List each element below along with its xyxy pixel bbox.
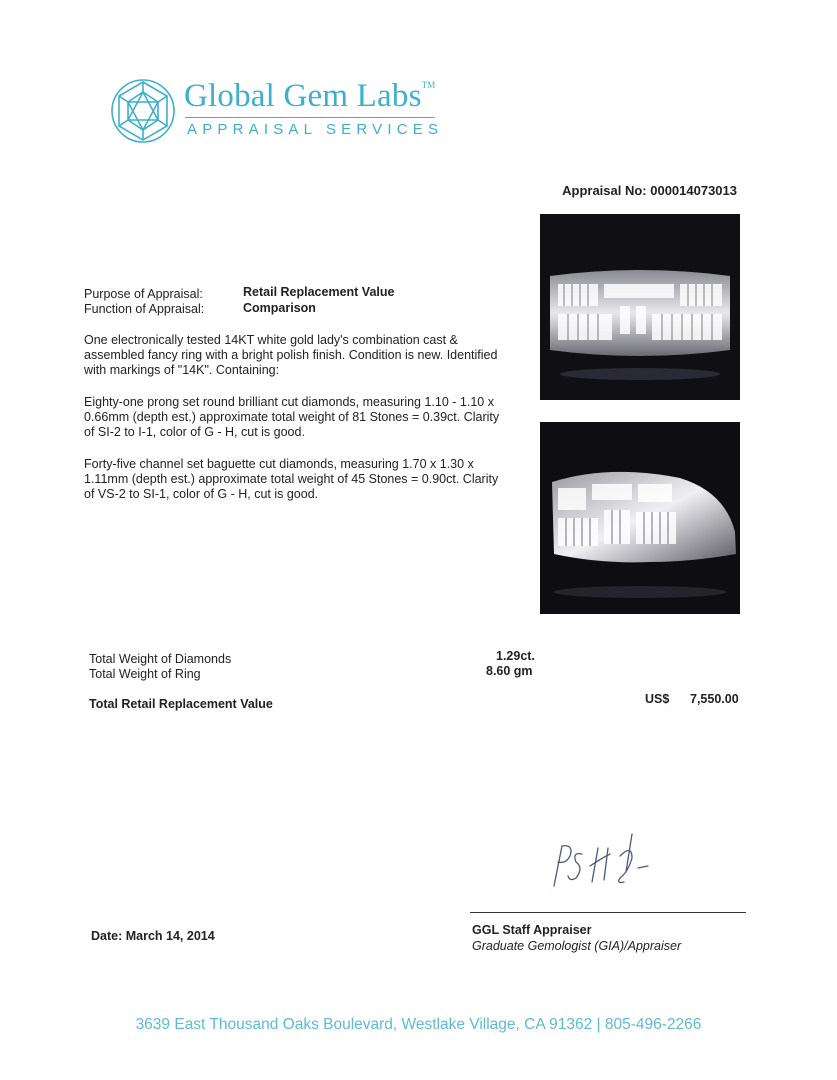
trademark-mark: TM [421, 80, 436, 90]
footer-address: 3639 East Thousand Oaks Boulevard, Westlake Village, CA 91362 | 805-496-2266 [135, 1016, 702, 1033]
appraiser-signature [540, 828, 660, 898]
ring-photo-top [540, 214, 740, 400]
function-label: Function of Appraisal: [84, 302, 205, 316]
appraiser-title: GGL Staff Appraiser [472, 923, 592, 937]
logo-subtitle: APPRAISAL SERVICES [187, 121, 444, 138]
appraiser-credentials: Graduate Gemologist (GIA)/Appraiser [472, 939, 682, 953]
logo-divider [185, 117, 435, 118]
round-diamonds-description: Eighty-one prong set round brilliant cut diamonds, measuring 1.10 - 1.10 x 0.66mm (depth est.) approximate total weight of 81 Stones = 0.39ct. Clarity of SI-2 to I-1, color of G - H, cut is good. [84, 395, 500, 439]
baguette-diamonds-description: Forty-five channel set baguette cut diamonds, measuring 1.70 x 1.30 x 1.11mm (depth est.) approximate total weight of 45 Stones = 0.90ct. Clarity of VS-2 to SI-1, color of G - H, cut is good. [84, 457, 499, 501]
appraisal-date: Date: March 14, 2014 [91, 929, 215, 943]
item-description: One electronically tested 14KT white gold lady's combination cast & assembled fancy ring with a bright polish finish. Condition is new. Identified with markings of "14K". Containing: [84, 333, 498, 377]
appraisal-number: Appraisal No: 000014073013 [562, 183, 737, 198]
purpose-value: Retail Replacement Value [243, 285, 395, 299]
logo-title: Global Gem Labs™ [184, 78, 436, 114]
purpose-label: Purpose of Appraisal: [84, 287, 203, 301]
diamond-weight-label: Total Weight of Diamonds [89, 652, 232, 666]
diamond-weight-value: 1.29ct. [496, 649, 535, 663]
ring-weight-label: Total Weight of Ring [89, 667, 201, 681]
retail-value-label: Total Retail Replacement Value [89, 697, 273, 711]
gem-outline-icon [110, 78, 176, 144]
ring-weight-value: 8.60 gm [486, 664, 533, 678]
function-value: Comparison [243, 301, 316, 315]
ring-photo-angle [540, 422, 740, 614]
currency-label: US$ [645, 692, 670, 706]
signature-line [470, 912, 746, 913]
retail-value-amount: 7,550.00 [690, 692, 739, 706]
